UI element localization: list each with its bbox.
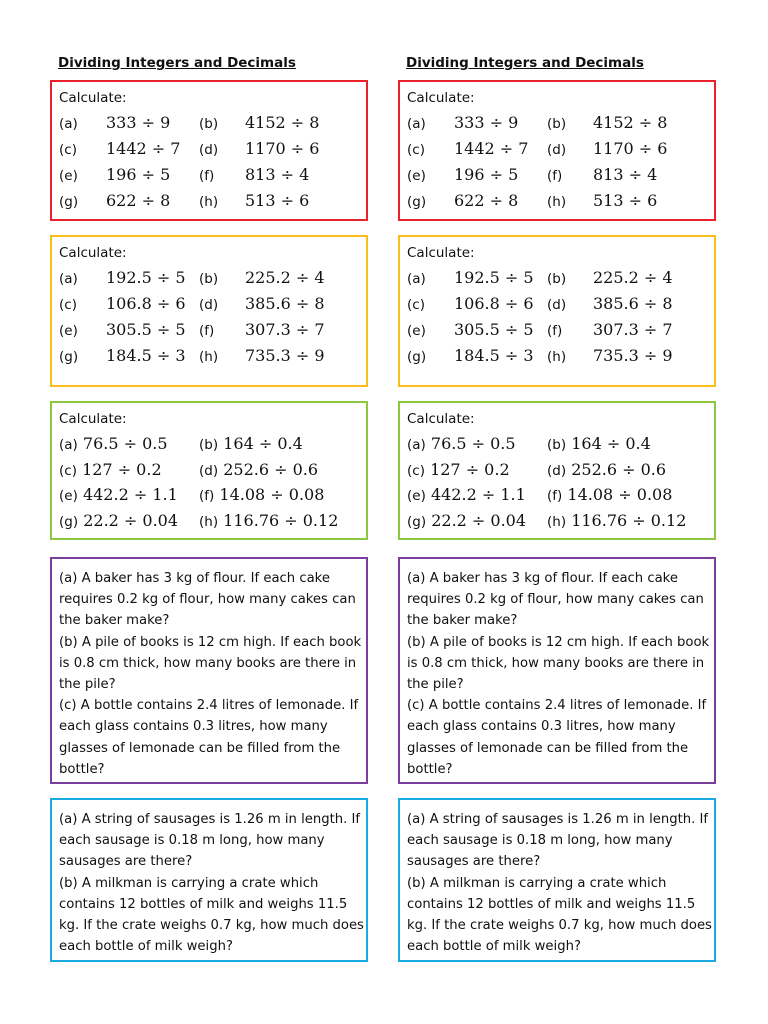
question-label: (h) [547,349,567,365]
question-label: (a) [407,116,426,132]
question-item [407,460,510,479]
question-expression: 1442 ÷ 7 [454,139,529,158]
question-item [199,511,338,530]
box-word-problems-2 [398,798,716,962]
box-decimal-by-decimal [50,401,368,540]
question-label: (b) [199,271,219,287]
calculate-label: Calculate: [407,90,475,106]
question-label: (h) [199,513,219,530]
question-row [407,510,712,536]
question-label: (f) [547,488,563,504]
question-label: (g) [59,513,79,530]
question-row [59,319,364,345]
question-label: (g) [59,194,79,210]
question-item [59,460,162,479]
question-label: (c) [407,142,425,158]
question-row [59,112,364,138]
question-label: (b) [547,437,567,453]
question-label: (b) [547,116,567,132]
question-expression: 333 ÷ 9 [454,113,519,132]
question-grid [59,267,364,371]
question-expression: 116.76 ÷ 0.12 [571,510,687,530]
question-label: (g) [59,349,79,365]
question-row [407,459,712,485]
word-problem: (b) A milkman is carrying a crate which contains 12 bottles of milk and weighs 11.5 kg. If the crate weighs 0.7 kg, how much does each bottle of milk weigh? [407,875,712,955]
word-problem: (a) A string of sausages is 1.26 m in length. If each sausage is 0.18 m long, how many sausages are there? [59,812,361,870]
word-problems [407,568,713,780]
question-label: (e) [59,488,78,504]
question-row [59,484,364,510]
question-expression: 192.5 ÷ 5 [106,268,186,287]
question-label: (a) [407,437,426,453]
question-label: (c) [59,142,77,158]
question-item [547,460,666,479]
question-expression: 1170 ÷ 6 [245,139,320,158]
question-row [59,267,364,293]
question-row [59,459,364,485]
question-grid [407,112,712,216]
word-problem: (b) A pile of books is 12 cm high. If each book is 0.8 cm thick, how many books are there in the pile? [59,634,362,693]
question-grid [59,112,364,216]
question-label: (c) [407,462,425,479]
question-label: (e) [59,323,78,339]
question-label: (e) [407,168,426,184]
box-decimal-by-decimal [398,401,716,540]
question-item [199,434,303,453]
question-label: (d) [547,142,567,158]
question-label: (c) [59,297,77,313]
question-label: (d) [199,142,219,158]
question-expression: 14.08 ÷ 0.08 [567,485,673,504]
question-expression: 1442 ÷ 7 [106,139,181,158]
question-expression: 513 ÷ 6 [593,191,658,210]
box-integer-division [398,80,716,221]
question-row [407,293,712,319]
calculate-label: Calculate: [59,90,127,106]
question-label: (e) [59,168,78,184]
question-label: (f) [199,488,215,504]
word-problems [59,568,365,780]
question-row [407,112,712,138]
question-label: (a) [59,116,78,132]
question-expression: 385.6 ÷ 8 [245,294,325,313]
question-row [59,293,364,319]
question-row [59,190,364,216]
question-label: (h) [199,194,219,210]
question-expression: 1170 ÷ 6 [593,139,668,158]
question-expression: 225.2 ÷ 4 [245,268,325,287]
question-grid [59,433,364,535]
question-label: (h) [199,349,219,365]
question-expression: 622 ÷ 8 [106,191,171,210]
question-label: (h) [547,513,567,530]
question-expression: 106.8 ÷ 6 [454,294,534,313]
question-expression: 442.2 ÷ 1.1 [430,485,526,504]
question-row [59,433,364,459]
calculate-label: Calculate: [59,245,127,261]
box-integer-division [50,80,368,221]
question-expression: 813 ÷ 4 [245,165,310,184]
question-item [199,460,318,479]
question-expression: 164 ÷ 0.4 [571,434,651,453]
question-row [407,484,712,510]
question-expression: 4152 ÷ 8 [245,113,320,132]
question-label: (g) [407,194,427,210]
question-label: (a) [59,271,78,287]
question-expression: 196 ÷ 5 [106,165,171,184]
question-item [59,434,168,453]
box-word-problems-1 [50,557,368,784]
question-expression: 22.2 ÷ 0.04 [431,510,527,530]
worksheet-title: Dividing Integers and Decimals [58,55,296,71]
question-label: (e) [407,488,426,504]
question-label: (g) [407,513,427,530]
word-problem: (a) A string of sausages is 1.26 m in length. If each sausage is 0.18 m long, how many sausages are there? [407,812,709,870]
question-row [407,267,712,293]
question-label: (b) [199,116,219,132]
question-expression: 813 ÷ 4 [593,165,658,184]
question-row [407,433,712,459]
question-expression: 735.3 ÷ 9 [593,346,673,365]
word-problems [59,809,365,957]
question-label: (d) [199,462,219,479]
question-expression: 622 ÷ 8 [454,191,519,210]
box-decimal-by-integer [50,235,368,387]
question-expression: 385.6 ÷ 8 [593,294,673,313]
question-expression: 252.6 ÷ 0.6 [571,459,667,479]
question-item [547,485,672,504]
question-row [407,164,712,190]
box-word-problems-1 [398,557,716,784]
question-expression: 184.5 ÷ 3 [106,346,186,365]
question-expression: 307.3 ÷ 7 [245,320,325,339]
word-problems [407,809,713,957]
word-problem: (c) A bottle contains 2.4 litres of lemonade. If each glass contains 0.3 litres, how many glasses of lemonade can be filled from the bottle? [407,698,707,777]
question-grid [407,433,712,535]
question-item [547,434,651,453]
question-label: (c) [59,462,77,479]
question-expression: 442.2 ÷ 1.1 [82,485,178,504]
question-expression: 14.08 ÷ 0.08 [219,485,325,504]
question-label: (d) [199,297,219,313]
question-expression: 116.76 ÷ 0.12 [223,510,339,530]
question-label: (a) [407,271,426,287]
question-expression: 513 ÷ 6 [245,191,310,210]
calculate-label: Calculate: [407,245,475,261]
question-label: (f) [199,168,215,184]
question-label: (f) [547,323,563,339]
question-expression: 305.5 ÷ 5 [106,320,186,339]
question-item [407,434,516,453]
word-problem: (b) A milkman is carrying a crate which contains 12 bottles of milk and weighs 11.5 kg. If the crate weighs 0.7 kg, how much does each bottle of milk weigh? [59,875,364,955]
question-label: (f) [199,323,215,339]
word-problem: (b) A pile of books is 12 cm high. If each book is 0.8 cm thick, how many books are there in the pile? [407,634,710,693]
word-problem: (a) A baker has 3 kg of flour. If each cake requires 0.2 kg of flour, how many cakes can the baker make? [407,571,704,629]
question-item [199,485,324,504]
question-expression: 4152 ÷ 8 [593,113,668,132]
question-item [59,485,178,504]
question-expression: 305.5 ÷ 5 [454,320,534,339]
question-row [59,510,364,536]
question-expression: 127 ÷ 0.2 [82,459,162,479]
question-item [547,511,686,530]
question-row [407,319,712,345]
question-label: (a) [59,437,78,453]
question-label: (b) [199,437,219,453]
calculate-label: Calculate: [59,411,127,427]
question-item [407,511,526,530]
word-problem: (c) A bottle contains 2.4 litres of lemonade. If each glass contains 0.3 litres, how many glasses of lemonade can be filled from the bottle? [59,698,359,777]
question-expression: 164 ÷ 0.4 [223,434,303,453]
question-expression: 184.5 ÷ 3 [454,346,534,365]
question-label: (b) [547,271,567,287]
question-row [59,138,364,164]
question-row [407,138,712,164]
question-label: (e) [407,323,426,339]
question-label: (d) [547,297,567,313]
question-row [407,190,712,216]
box-word-problems-2 [50,798,368,962]
question-expression: 106.8 ÷ 6 [106,294,186,313]
question-expression: 196 ÷ 5 [454,165,519,184]
question-expression: 76.5 ÷ 0.5 [82,434,168,453]
calculate-label: Calculate: [407,411,475,427]
question-expression: 192.5 ÷ 5 [454,268,534,287]
question-row [59,164,364,190]
question-row [59,345,364,371]
question-label: (h) [547,194,567,210]
question-expression: 22.2 ÷ 0.04 [83,510,179,530]
worksheet-title: Dividing Integers and Decimals [406,55,644,71]
question-expression: 333 ÷ 9 [106,113,171,132]
question-item [407,485,526,504]
question-label: (g) [407,349,427,365]
question-expression: 307.3 ÷ 7 [593,320,673,339]
question-expression: 252.6 ÷ 0.6 [223,459,319,479]
word-problem: (a) A baker has 3 kg of flour. If each cake requires 0.2 kg of flour, how many cakes can the baker make? [59,571,356,629]
question-grid [407,267,712,371]
question-expression: 735.3 ÷ 9 [245,346,325,365]
question-row [407,345,712,371]
question-expression: 225.2 ÷ 4 [593,268,673,287]
question-expression: 76.5 ÷ 0.5 [430,434,516,453]
question-label: (f) [547,168,563,184]
question-label: (c) [407,297,425,313]
question-label: (d) [547,462,567,479]
box-decimal-by-integer [398,235,716,387]
question-expression: 127 ÷ 0.2 [430,459,510,479]
question-item [59,511,178,530]
